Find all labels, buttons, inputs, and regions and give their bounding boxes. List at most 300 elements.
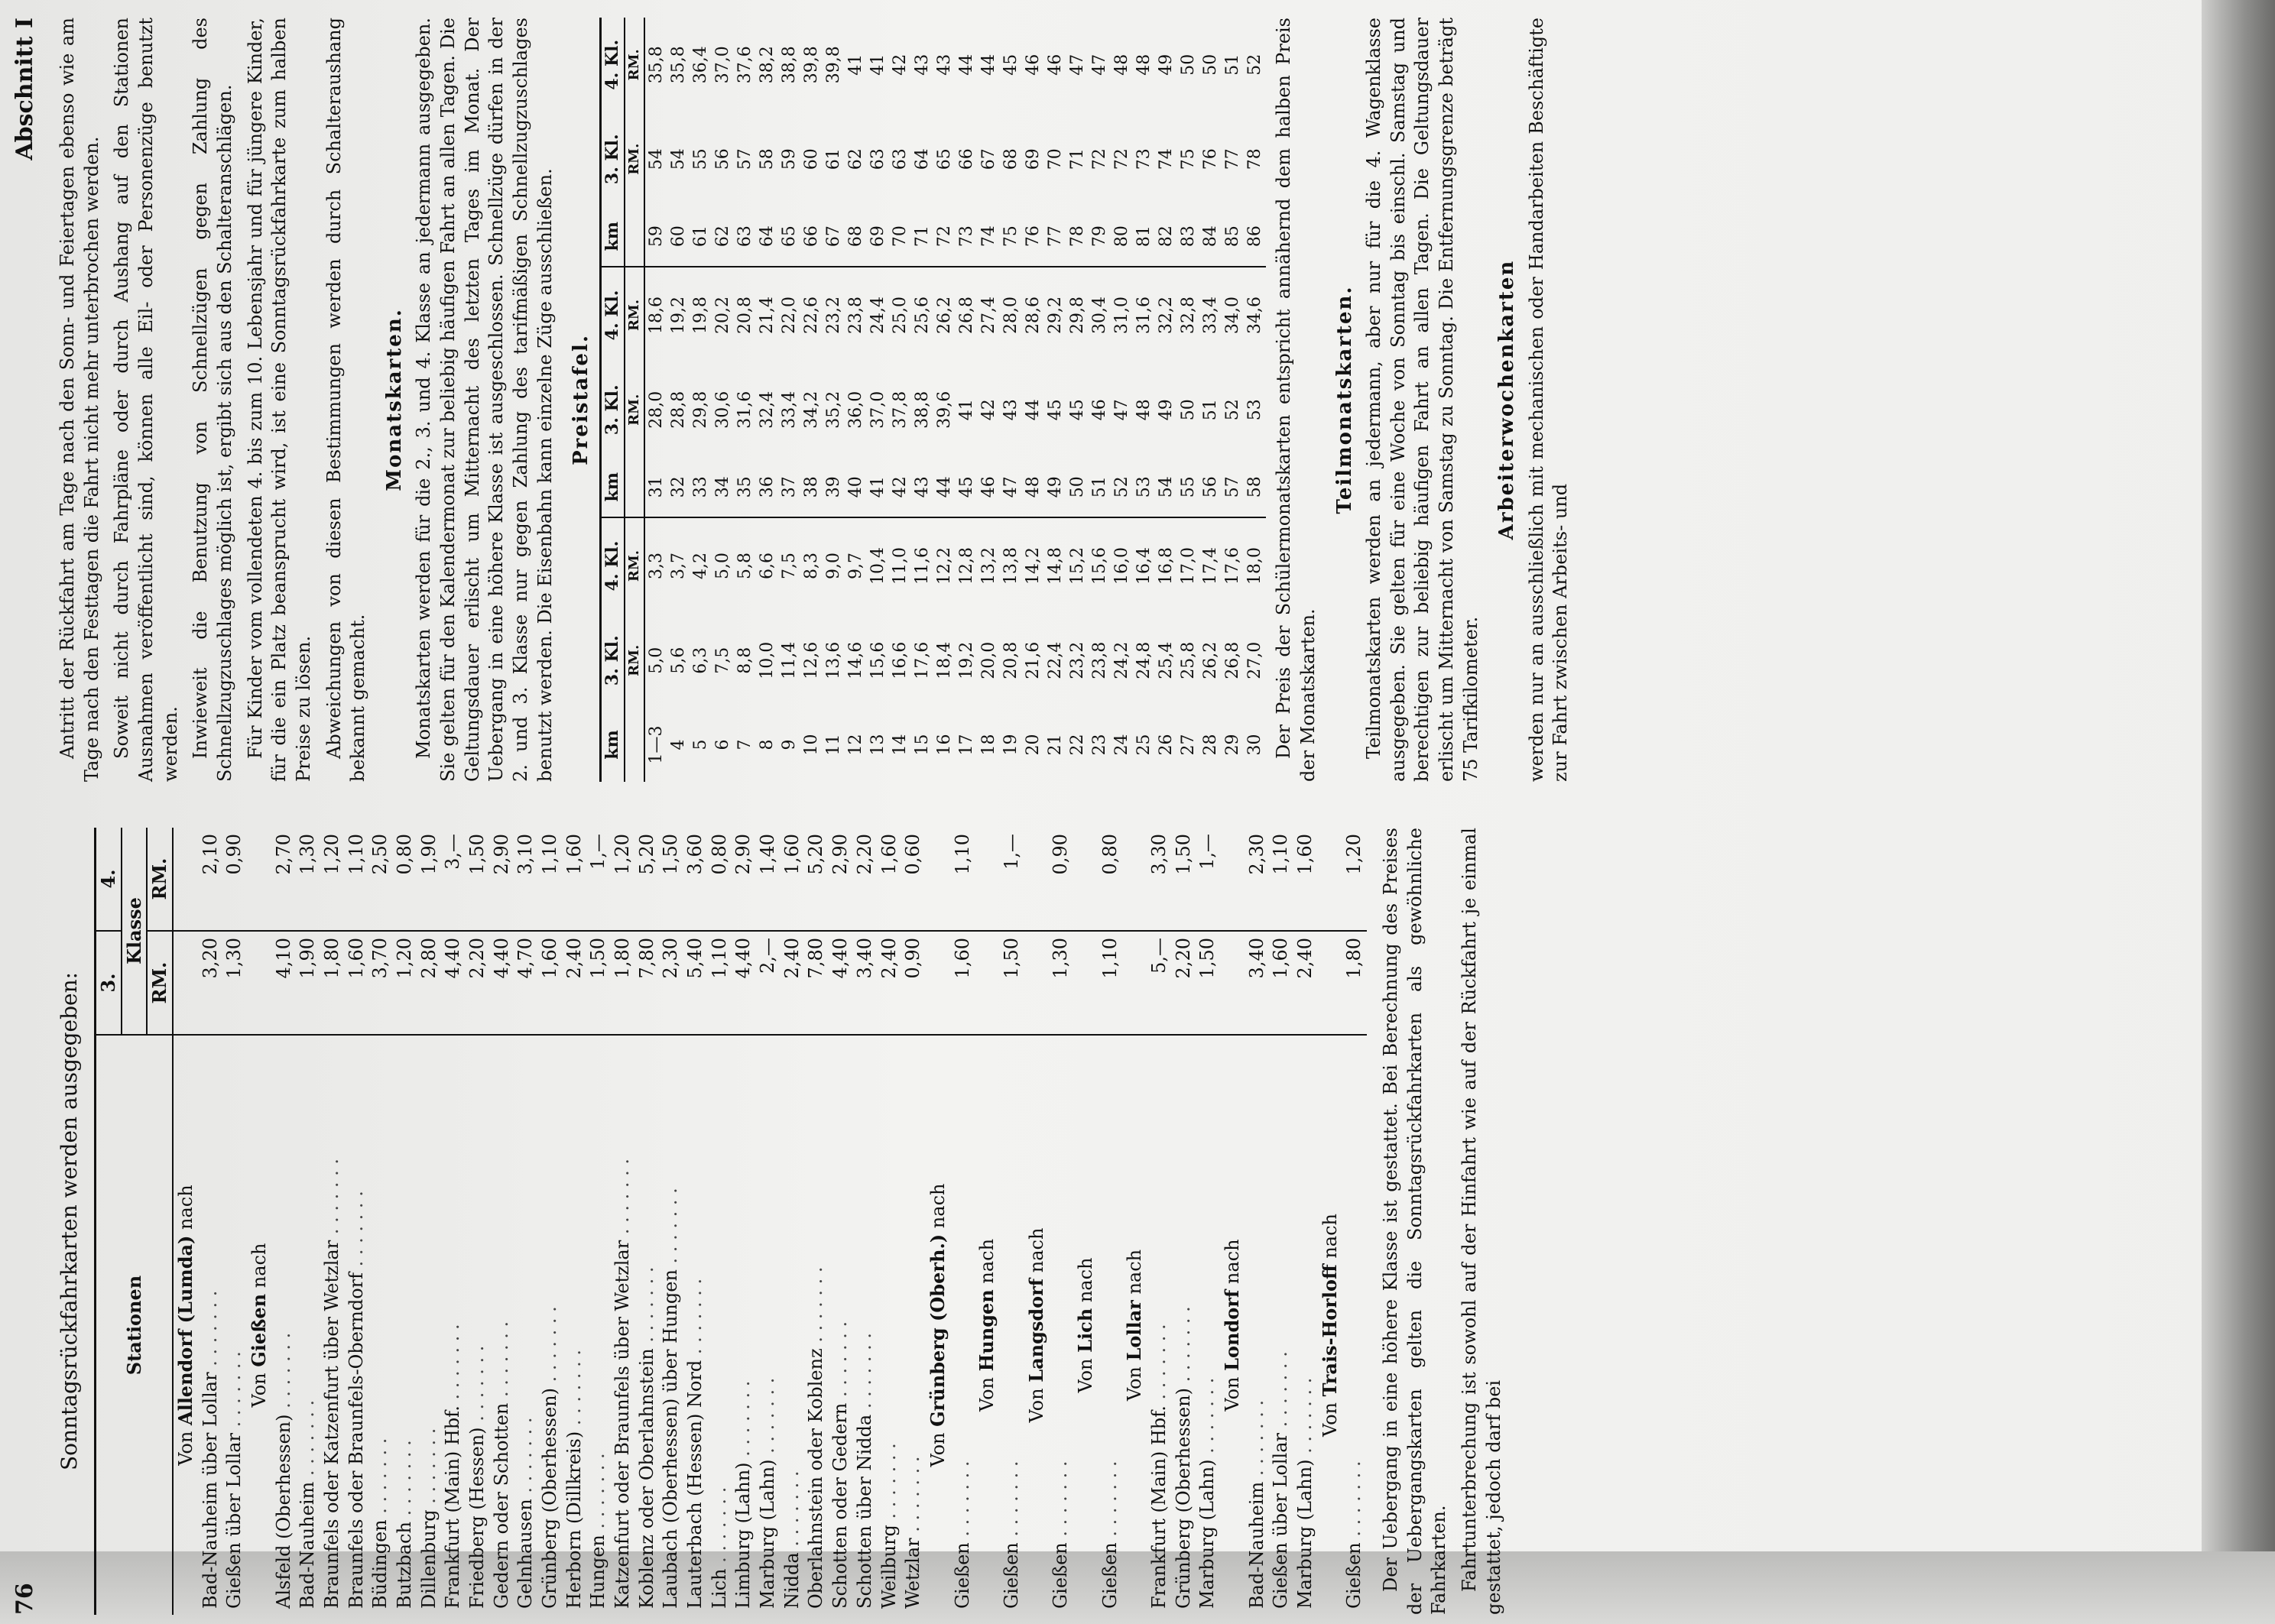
price-cell: 45 [1001, 53, 1021, 76]
price-cell: 62 [845, 148, 865, 170]
station-name: Koblenz oder Oberlahnstein [635, 1348, 657, 1609]
price-cell: 12,8 [956, 547, 976, 585]
price-cell: 33 [690, 457, 712, 518]
price-col-unit: RM. [625, 267, 644, 362]
pupil-note: Der Preis der Schülermonatskarten entspricht annähernd dem halben Preis der Monatskarten. [1273, 18, 1319, 782]
fare-class3: 2,20 [1172, 931, 1196, 1035]
fare-class3: 4,40 [490, 931, 514, 1035]
price-cell: 7 [735, 739, 755, 750]
price-cell: 53 [1133, 457, 1155, 518]
price-cell: 35,8 [646, 46, 666, 84]
price-cell: 8,3 [801, 553, 821, 579]
price-col-unit: RM. [625, 517, 644, 613]
price-cell: 22 [1068, 734, 1088, 756]
fare-class4: 2,50 [368, 828, 393, 931]
price-cell: 60 [667, 206, 690, 267]
price-row [1199, 18, 1222, 782]
price-cell: 30,4 [1090, 296, 1110, 334]
price-cell: 54 [668, 148, 688, 170]
stations-header: Stationen [96, 1035, 174, 1615]
price-cell: 63 [868, 148, 888, 170]
price-cell: 9,7 [845, 553, 865, 579]
price-cell: 16,0 [1112, 547, 1132, 585]
price-cell: 18,4 [934, 641, 954, 679]
leader-dots: . . . . . . . [1000, 1460, 1022, 1543]
price-cell: 51 [1089, 457, 1111, 518]
leader-dots: . . . . . . . [902, 1456, 924, 1538]
fare-class3: 1,60 [345, 931, 369, 1035]
fare-class3: 3,40 [1245, 931, 1270, 1035]
fare-class3: 4,10 [272, 931, 297, 1035]
price-row [712, 18, 734, 782]
price-row [1177, 18, 1199, 782]
price-cell: 15 [912, 734, 932, 756]
group-title-prefix: Von [248, 1373, 271, 1408]
station-name: Gedern oder Schotten [490, 1402, 512, 1609]
price-cell: 36,4 [690, 46, 710, 84]
price-cell: 38 [800, 457, 823, 518]
price-cell: 72 [1112, 148, 1132, 170]
price-cell: 3,3 [646, 553, 666, 579]
price-cell: 17,4 [1201, 547, 1221, 585]
price-cell: 25,6 [912, 296, 932, 334]
price-cell: 66 [800, 206, 823, 267]
price-cell: 45 [1046, 399, 1066, 421]
fare-class4: 3,— [441, 828, 466, 931]
price-cell: 76 [1201, 148, 1221, 170]
fare-group-title [1024, 828, 1050, 1615]
price-row [911, 18, 933, 782]
station-name: Marburg (Lahn) [757, 1459, 779, 1609]
fare-class4: 1,— [1196, 828, 1220, 931]
price-cell: 16,6 [890, 641, 910, 679]
price-cell: 46 [1024, 53, 1043, 76]
price-cell: 48 [1022, 457, 1044, 518]
fare-row [635, 828, 660, 1615]
price-cell: 49 [1157, 399, 1176, 421]
station-name: Lauterbach (Hessen) Nord [684, 1360, 706, 1609]
price-cell: 5,0 [646, 647, 666, 674]
group-title-prefix: Von [1319, 1402, 1341, 1438]
fare-row [490, 828, 514, 1615]
leader-dots: . . . . . . . [442, 1324, 464, 1406]
price-row [867, 18, 889, 782]
sunday-return-fare-table [94, 828, 1367, 1615]
worker-weekly-title: Arbeiterwochenkarten [1495, 259, 1519, 540]
fare-class4: 0,60 [901, 828, 926, 931]
fare-group-title [247, 828, 272, 1615]
fare-class4: 1,90 [417, 828, 442, 931]
price-cell: 26,8 [956, 296, 976, 334]
fare-class4: 3,30 [1147, 828, 1172, 931]
station-name: Butzbach [394, 1522, 416, 1609]
price-cell: 4 [668, 739, 688, 750]
fare-row [1293, 828, 1318, 1615]
price-cell: 26,2 [934, 296, 954, 334]
price-cell: 70 [889, 206, 911, 267]
price-cell: 21 [1046, 734, 1066, 756]
price-cell: 11,4 [779, 641, 799, 679]
price-cell: 17 [956, 734, 976, 756]
price-cell: 26,2 [1201, 641, 1221, 679]
price-cell: 23,2 [823, 296, 843, 334]
fare-row [296, 828, 320, 1615]
right-paragraph: Inwieweit die Benutzung von Schnellzügen gegen Zahlung des Schnellzugzuschlages möglich ist, ergibt sich aus den Schalteranschlägen. [190, 18, 236, 782]
price-cell: 13,6 [823, 641, 843, 679]
station-name: Gießen [1000, 1542, 1022, 1609]
leader-dots: . . . . . . . [417, 1428, 440, 1510]
fare-class3: 2,20 [466, 931, 490, 1035]
price-cell: 14,6 [845, 641, 865, 679]
station-name: Hungen [587, 1535, 609, 1609]
station-name: Braunfels oder Braunfels-Oberndorf [345, 1272, 367, 1609]
price-cell: 37,6 [735, 46, 755, 84]
price-cell: 25,4 [1157, 641, 1176, 679]
price-cell: 64 [912, 148, 932, 170]
leader-dots: . . . . . . . [1245, 1399, 1267, 1482]
price-row [1000, 18, 1022, 782]
price-cell: 22,4 [1046, 641, 1066, 679]
fare-row [1172, 828, 1196, 1615]
price-cell: 44 [933, 457, 956, 518]
partial-monthly-title: Teilmonatskarten. [1332, 285, 1356, 514]
price-cell: 63 [890, 148, 910, 170]
station-name: Bad-Nauheim [297, 1481, 319, 1609]
fare-class4: 1,60 [878, 828, 902, 931]
price-cell: 36,0 [845, 391, 865, 429]
station-name: Wetzlar [902, 1538, 924, 1609]
leader-dots: . . . . . . . [684, 1278, 706, 1360]
group-title-suffix: nach [976, 1238, 998, 1284]
price-col-header: 4. Kl. [600, 267, 625, 362]
fare-class3: 1,10 [708, 931, 732, 1035]
leader-dots: . . . . . . . [223, 1351, 245, 1433]
leader-dots: . . . . . . . [539, 1306, 561, 1389]
price-cell: 31,6 [1134, 296, 1154, 334]
station-name: Katzenfurt oder Braunfels über Wetzlar [612, 1240, 634, 1609]
price-row [1044, 18, 1066, 782]
price-cell: 20,0 [978, 641, 998, 679]
fare-class3: 4,40 [732, 931, 756, 1035]
price-cell: 32,8 [1179, 296, 1199, 334]
price-cell: 29,8 [1068, 296, 1088, 334]
fare-class3: 2,40 [781, 931, 805, 1035]
monthly-price-table [599, 18, 1267, 782]
price-cell: 51 [1201, 399, 1221, 421]
fare-row [708, 828, 732, 1615]
price-cell: 77 [1044, 206, 1066, 267]
price-cell: 34,6 [1245, 296, 1265, 334]
station-name: Büdingen [369, 1519, 391, 1609]
fare-class3: 1,50 [1000, 931, 1024, 1035]
fare-class3: 1,80 [1342, 931, 1367, 1035]
fare-row [514, 828, 538, 1615]
fare-row [199, 828, 223, 1615]
price-cell: 7,5 [712, 647, 732, 674]
group-title-station: Londorf [1220, 1289, 1243, 1371]
leader-dots: . . . . . . . [660, 1188, 682, 1270]
leader-dots: . . . . . . . [781, 1470, 803, 1553]
price-cell: 77 [1223, 148, 1243, 170]
price-cell: 15,2 [1068, 547, 1088, 585]
price-cell: 11,0 [890, 547, 910, 585]
price-cell: 29,2 [1046, 296, 1066, 334]
price-cell: 7,5 [779, 553, 799, 579]
fare-class3: 3,40 [853, 931, 878, 1035]
fare-row [732, 828, 756, 1615]
price-cell: 46 [1090, 399, 1110, 421]
station-name: Lich [708, 1568, 730, 1609]
station-name: Limburg (Lahn) [732, 1462, 755, 1609]
leader-dots: . . . . . . . [612, 1158, 634, 1240]
fare-class3: 1,10 [1099, 931, 1123, 1035]
price-cell: 59 [644, 206, 667, 267]
group-title-station: Hungen [975, 1289, 998, 1372]
price-cell: 32,4 [757, 391, 777, 429]
price-cell: 18,6 [646, 296, 666, 334]
fare-row [1342, 828, 1367, 1615]
price-cell: 19,8 [690, 296, 710, 334]
fare-class3: 2,40 [563, 931, 587, 1035]
price-cell: 47 [1068, 53, 1088, 76]
price-cell: 50 [1179, 399, 1199, 421]
price-cell: 45 [1068, 399, 1088, 421]
fare-class4: 5,20 [635, 828, 660, 931]
price-col-unit [625, 206, 644, 267]
price-cell: 20 [1024, 734, 1043, 756]
price-cell: 28,0 [646, 391, 666, 429]
price-cell: 37,0 [868, 391, 888, 429]
price-cell: 31,0 [1112, 296, 1132, 334]
fare-class4: 0,80 [1099, 828, 1123, 931]
price-cell: 61 [823, 148, 843, 170]
fare-class3: 1,60 [951, 931, 975, 1035]
price-cell: 6,6 [757, 553, 777, 579]
price-cell: 76 [1022, 206, 1044, 267]
price-cell: 8 [757, 739, 777, 750]
price-cell: 56 [712, 148, 732, 170]
price-cell: 75 [1179, 148, 1199, 170]
price-cell: 42 [890, 53, 910, 76]
price-cell: 39 [823, 457, 845, 518]
fare-row [659, 828, 683, 1615]
fare-class4: 1,— [1000, 828, 1024, 931]
price-cell: 74 [978, 206, 1000, 267]
price-cell: 30 [1245, 734, 1265, 756]
fare-class3: 3,20 [199, 931, 223, 1035]
price-cell: 13 [868, 734, 888, 756]
fare-class3: 1,90 [296, 931, 320, 1035]
right-paragraph: Abweichungen von diesen Bestimmungen werden durch Schalteraushang bekannt gemacht. [323, 18, 369, 782]
fare-row [1099, 828, 1123, 1615]
price-cell: 13,8 [1001, 547, 1021, 585]
fare-class3: 1,80 [320, 931, 345, 1035]
price-cell: 65 [934, 148, 954, 170]
price-cell: 40 [845, 457, 867, 518]
price-cell: 23,8 [1090, 641, 1110, 679]
fare-class3: 7,80 [804, 931, 829, 1035]
group-title-station: Lollar [1123, 1300, 1146, 1361]
price-cell: 22,0 [779, 296, 799, 334]
price-cell: 71 [1068, 148, 1088, 170]
price-col-unit: RM. [625, 614, 644, 708]
price-row [1155, 18, 1177, 782]
price-cell: 54 [646, 148, 666, 170]
price-cell: 20,2 [712, 296, 732, 334]
fare-class3: 1,30 [1049, 931, 1073, 1035]
price-cell: 11 [823, 734, 843, 756]
fare-class4: 1,60 [781, 828, 805, 931]
partial-monthly-text: Teilmonatskarten werden an jedermann, aber nur für die 4. Wagenklasse ausgegeben. Sie gelten für eine Woche von Sonntag bis einschl. Samstag und berechtigen zur beliebig häufigen Fahrt an allen Tagen. Die Geltungsdauer erlischt um Mitternacht von Samstag zu Sonntag. Die Entfernungsgrenze beträgt 75 Tarifkilometer. [1363, 18, 1482, 782]
fare-row [611, 828, 635, 1615]
group-title-suffix: nach [175, 1185, 197, 1230]
price-row [690, 18, 712, 782]
fare-class4: 1,10 [951, 828, 975, 931]
price-col-header: 3. Kl. [600, 363, 625, 457]
price-cell: 8,8 [735, 647, 755, 674]
price-cell: 4,2 [690, 553, 710, 579]
leader-dots: . . . . . . . [563, 1350, 585, 1431]
price-cell: 65 [778, 206, 800, 267]
price-cell: 44 [956, 53, 976, 76]
fare-class3: 4,40 [441, 931, 466, 1035]
fare-class4: 2,20 [853, 828, 878, 931]
fare-row [901, 828, 926, 1615]
price-cell: 53 [1245, 399, 1265, 421]
leader-dots: . . . . . . . [757, 1377, 779, 1460]
leader-dots: . . . . . . . [490, 1321, 512, 1403]
price-cell: 67 [978, 148, 998, 170]
group-title-suffix: nach [1124, 1249, 1146, 1295]
price-table-body [644, 18, 1267, 782]
fare-row [563, 828, 587, 1615]
price-cell: 85 [1222, 206, 1244, 267]
station-name: Grünberg (Oberhessen) [1172, 1388, 1194, 1609]
fare-row [1147, 828, 1172, 1615]
station-name: Schotten über Nidda [853, 1414, 875, 1609]
price-cell: 12 [845, 734, 865, 756]
station-name: Oberlahnstein oder Koblenz [805, 1348, 827, 1609]
group-title-prefix: Von [927, 1432, 949, 1467]
rotated-page [10, 10, 2265, 1615]
fare-class4: 1,60 [563, 828, 587, 931]
left-notes [1379, 828, 1512, 1615]
station-name: Herborn (Dillkreis) [563, 1431, 585, 1609]
price-cell: 31 [644, 457, 667, 518]
price-cell: 81 [1133, 206, 1155, 267]
price-cell: 46 [1046, 53, 1066, 76]
price-cell: 45 [956, 457, 978, 518]
station-name: Gelnhausen [514, 1499, 537, 1609]
price-row [1222, 18, 1244, 782]
price-cell: 74 [1157, 148, 1176, 170]
station-name: Bad-Nauheim [1245, 1481, 1267, 1609]
price-cell: 24,8 [1134, 641, 1154, 679]
price-cell: 39,6 [934, 391, 954, 429]
fare-class4: 1,20 [611, 828, 635, 931]
price-col-unit: RM. [625, 363, 644, 457]
right-paragraph: Antritt der Rückfahrt am Tage nach den Sonn- und Feiertagen ebenso wie am Tage nach den Festtagen die Fahrt nicht mehr unterbrochen werden. [57, 18, 102, 782]
fare-class3: 5,— [1147, 931, 1172, 1035]
price-cell: 16 [934, 734, 954, 756]
price-cell: 34,2 [801, 391, 821, 429]
right-paragraph: Für Kinder vom vollendeten 4. bis zum 10. Lebensjahr und für jüngere Kinder, für die ein Platz beansprucht wird, ist eine Sonntagsrückfahrkarte zum halben Preise zu lösen. [244, 18, 315, 782]
price-cell: 35 [734, 457, 756, 518]
station-name: Marburg (Lahn) [1196, 1459, 1219, 1609]
price-cell: 14 [890, 734, 910, 756]
price-cell: 51 [1223, 53, 1243, 76]
leader-dots: . . . . . . . [272, 1332, 294, 1415]
price-cell: 47 [1000, 457, 1022, 518]
price-cell: 36 [756, 457, 778, 518]
price-cell: 54 [1155, 457, 1177, 518]
fare-row [466, 828, 490, 1615]
leader-dots: . . . . . . . [853, 1332, 875, 1415]
station-name: Schotten oder Gedern [829, 1402, 852, 1609]
fare-class3: 5,40 [683, 931, 708, 1035]
price-cell: 38,8 [912, 391, 932, 429]
price-cell: 33,4 [1201, 296, 1221, 334]
group-title-station: Grünberg (Oberh.) [926, 1233, 949, 1427]
price-cell: 21,4 [757, 296, 777, 334]
price-cell: 46 [978, 457, 1000, 518]
price-cell: 79 [1089, 206, 1111, 267]
price-cell: 52 [1245, 53, 1265, 76]
leader-dots: . . . . . . . [878, 1443, 900, 1525]
fare-class4: 1,10 [1269, 828, 1293, 931]
price-row [1089, 18, 1111, 782]
price-cell: 22,6 [801, 296, 821, 334]
fare-class4: 1,60 [1293, 828, 1318, 931]
fare-class4: 1,40 [756, 828, 781, 931]
fare-class3: 2,30 [659, 931, 683, 1035]
price-cell: 24 [1112, 734, 1132, 756]
price-cell: 72 [933, 206, 956, 267]
price-cell: 60 [801, 148, 821, 170]
price-cell: 71 [911, 206, 933, 267]
fare-class4: 1,10 [538, 828, 563, 931]
price-cell: 19,2 [956, 641, 976, 679]
fare-class3: 1,80 [611, 931, 635, 1035]
fare-row [417, 828, 442, 1615]
fare-class3: 3,70 [368, 931, 393, 1035]
price-cell: 23 [1090, 734, 1110, 756]
fare-class3: 1,50 [586, 931, 611, 1035]
station-name: Friedberg (Hessen) [466, 1427, 488, 1609]
fare-class4: 3,60 [683, 828, 708, 931]
price-col-header: 3. Kl. [600, 614, 625, 708]
price-cell: 1—3 [646, 725, 666, 764]
leader-dots: . . . . . . . [829, 1321, 852, 1403]
fare-class3: 0,90 [901, 931, 926, 1035]
price-cell: 70 [1046, 148, 1066, 170]
price-cell: 44 [1024, 399, 1043, 421]
fare-table-intro: Sonntagsrückfahrkarten werden ausgegeben: [57, 971, 82, 1471]
group-title-station: Lich [1073, 1308, 1096, 1353]
section-heading: Abschnitt I [11, 18, 38, 160]
fare-class3: 4,70 [514, 931, 538, 1035]
fare-group-title [1220, 828, 1245, 1615]
fare-class4: 1,30 [296, 828, 320, 931]
price-table-header [600, 18, 625, 782]
price-cell: 37,0 [712, 46, 732, 84]
fare-row [1049, 828, 1073, 1615]
price-cell: 49 [1157, 53, 1176, 76]
station-name: Gießen über Lollar [223, 1432, 245, 1609]
station-name: Laubach (Oberhessen) über Hungen [660, 1269, 682, 1609]
price-cell: 39,8 [801, 46, 821, 84]
fare-row [393, 828, 417, 1615]
